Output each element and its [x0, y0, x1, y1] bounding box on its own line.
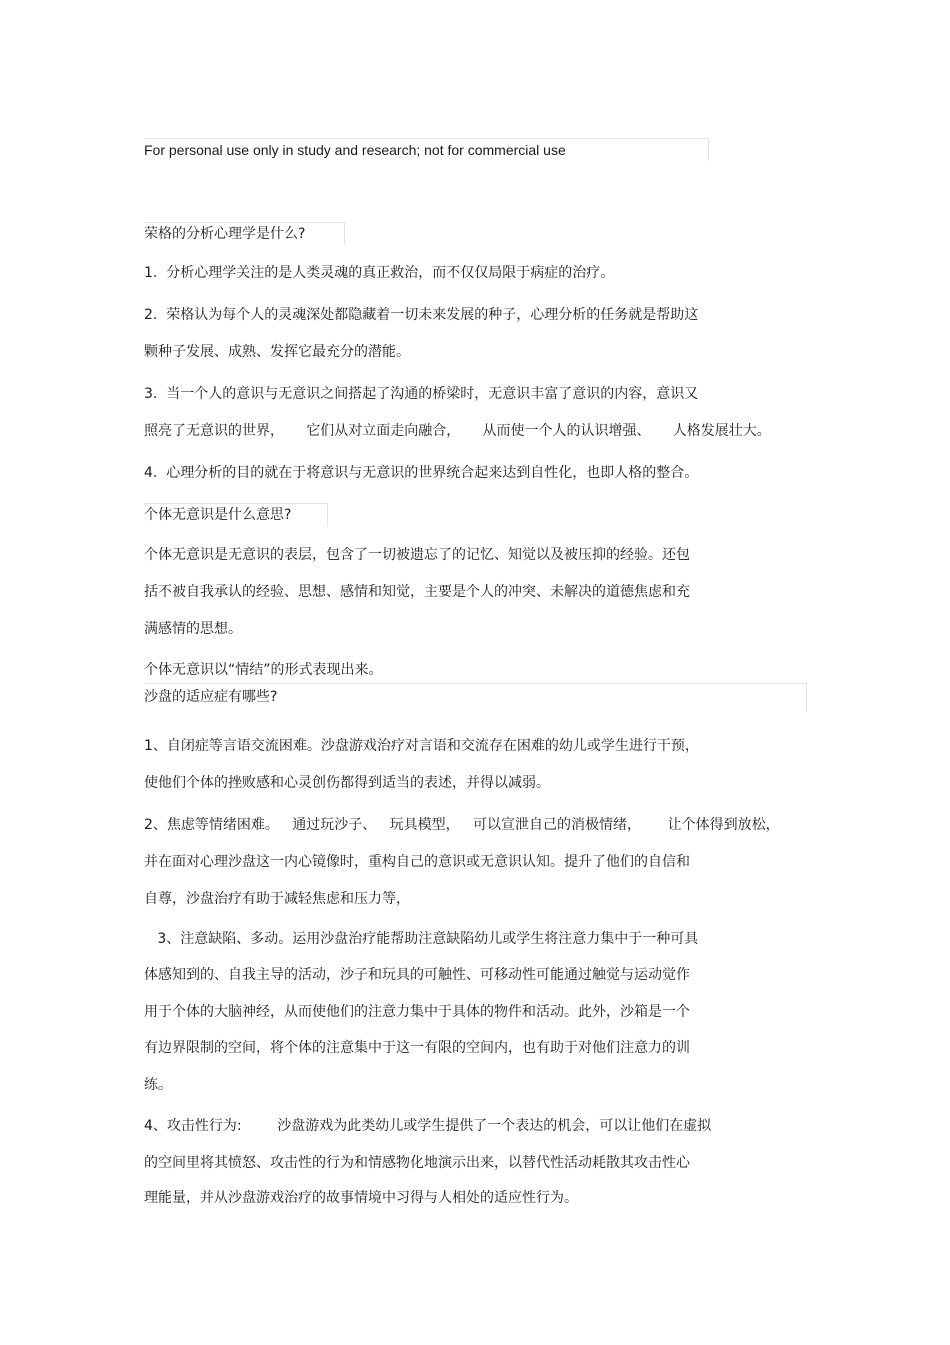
list-item-line: 有边界限制的空间，将个体的注意集中于这一有限的空间内，也有助于对他们注意力的训	[144, 1040, 690, 1056]
paragraph-line: 4. 心理分析的目的就在于将意识与无意识的世界统合起来达到自性化，也即人格的整合。	[144, 465, 699, 481]
list-item-line: 练。	[144, 1077, 172, 1093]
list-item-line: 自尊，沙盘治疗有助于减轻焦虑和压力等，	[144, 891, 410, 907]
paragraph-line: 2. 荣格认为每个人的灵魂深处都隐藏着一切未来发展的种子，心理分析的任务就是帮助这	[144, 307, 699, 323]
section-heading-personal-unconscious: 个体无意识是什么意思?	[144, 503, 328, 526]
paragraph-line: 颗种子发展、成熟、发挥它最充分的潜能。	[144, 344, 410, 360]
section-heading-sandplay-indications: 沙盘的适应症有哪些?	[144, 683, 807, 712]
paragraph-line: 括不被自我承认的经验、思想、感情和知觉，主要是个人的冲突、未解决的道德焦虑和充	[144, 584, 690, 600]
list-item-line: 用于个体的大脑神经，从而使他们的注意力集中于具体的物件和活动。此外，沙箱是一个	[144, 1004, 690, 1020]
list-item-line: 的空间里将其愤怒、攻击性的行为和情感物化地演示出来，以替代性活动耗散其攻击性心	[144, 1155, 690, 1171]
list-item-line: 2、焦虑等情绪困难。 通过玩沙子、 玩具模型， 可以宣泄自己的消极情绪， 让个体得到放松，	[144, 817, 780, 833]
paragraph-line: 1. 分析心理学关注的是人类灵魂的真正救治，而不仅仅局限于病症的治疗。	[144, 265, 615, 281]
list-item-line: 并在面对心理沙盘这一内心镜像时，重构自己的意识或无意识认知。提升了他们的自信和	[144, 854, 690, 870]
list-item-line: 使他们个体的挫败感和心灵创伤都得到适当的表述，并得以减弱。	[144, 775, 550, 791]
list-item-line: 3、注意缺陷、多动。运用沙盘治疗能帮助注意缺陷幼儿或学生将注意力集中于一种可具	[144, 931, 699, 947]
paragraph-line: 个体无意识是无意识的表层，包含了一切被遗忘了的记忆、知觉以及被压抑的经验。还包	[144, 547, 690, 563]
paragraph-line: 3. 当一个人的意识与无意识之间搭起了沟通的桥梁时，无意识丰富了意识的内容，意识又	[144, 386, 699, 402]
list-item-line: 理能量，并从沙盘游戏治疗的故事情境中习得与人相处的适应性行为。	[144, 1190, 578, 1206]
list-item-line: 1、自闭症等言语交流困难。沙盘游戏治疗对言语和交流存在困难的幼儿或学生进行干预，	[144, 738, 699, 754]
disclaimer-text: For personal use only in study and research; not for commercial use	[144, 138, 709, 161]
list-item-line: 体感知到的、自我主导的活动，沙子和玩具的可触性、可移动性可能通过触觉与运动觉作	[144, 967, 690, 983]
paragraph-line: 满感情的思想。	[144, 621, 242, 637]
list-item-line: 4、攻击性行为: 沙盘游戏为此类幼儿或学生提供了一个表达的机会，可以让他们在虚拟	[144, 1118, 712, 1134]
paragraph-line: 个体无意识以“情结”的形式表现出来。	[144, 662, 383, 678]
section-heading-analytical-psychology: 荣格的分析心理学是什么?	[144, 222, 345, 245]
paragraph-line: 照亮了无意识的世界， 它们从对立面走向融合， 从而使一个人的认识增强、 人格发展壮大。	[144, 423, 771, 439]
